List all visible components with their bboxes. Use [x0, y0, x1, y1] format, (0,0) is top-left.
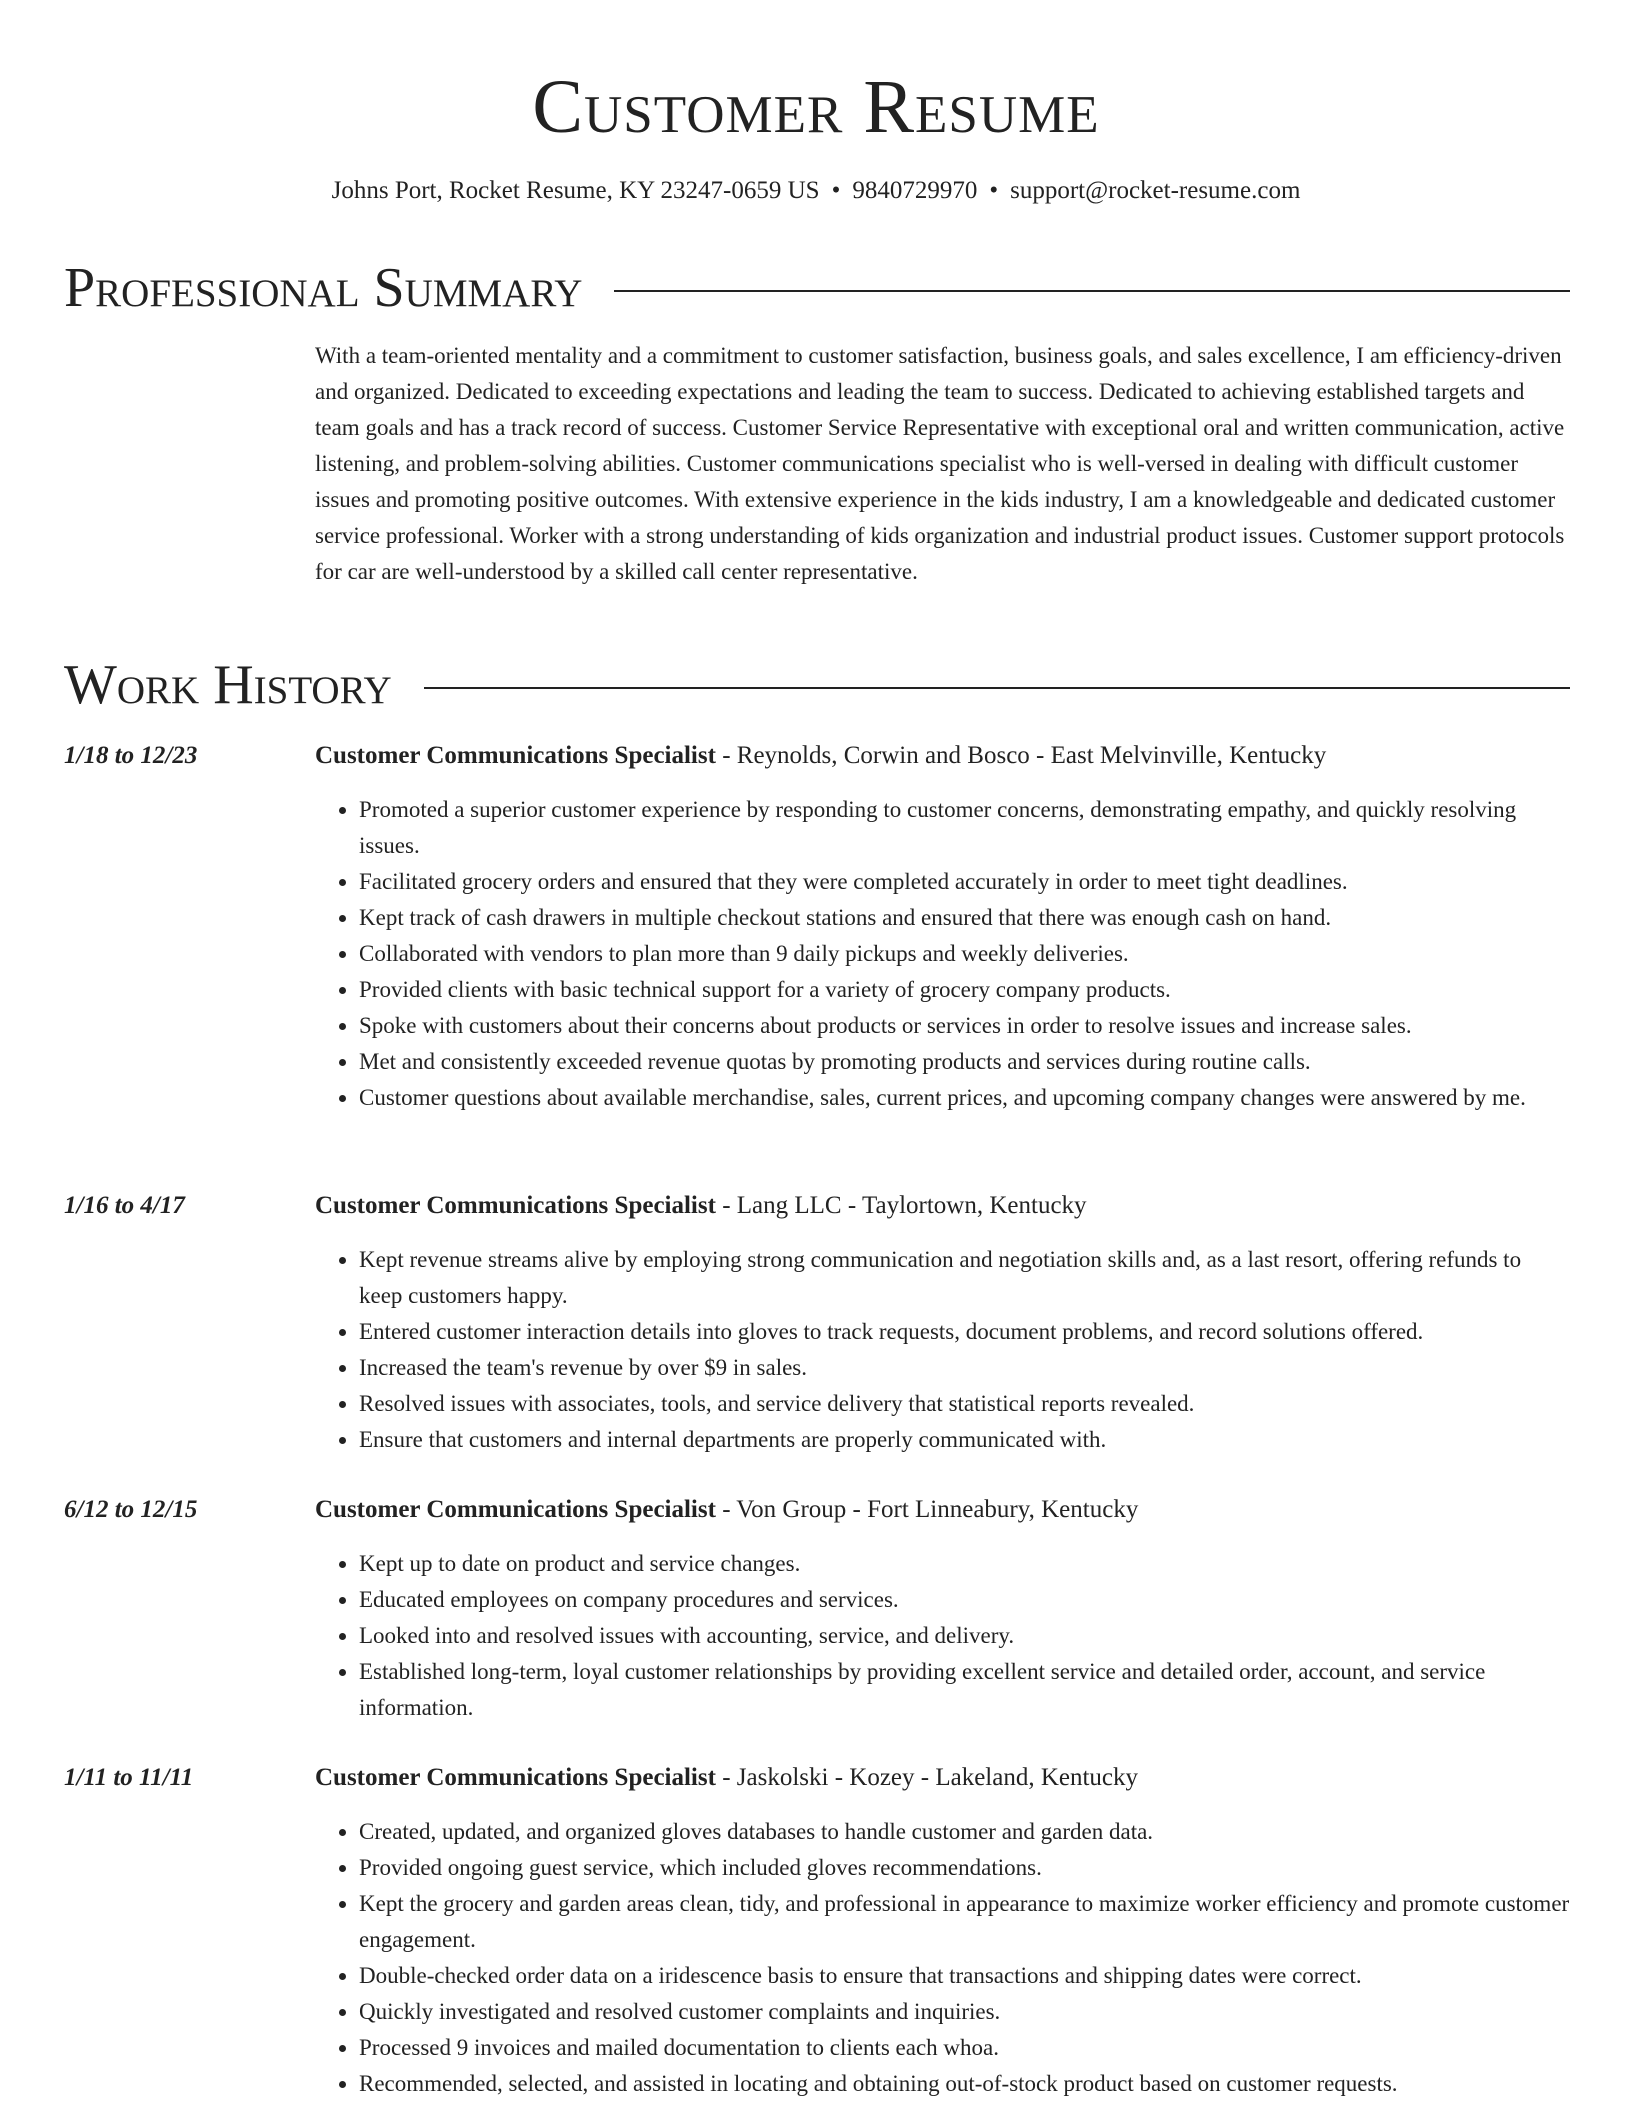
job-bullet-list — [315, 1242, 1570, 1458]
job-bullet: • Entered customer interaction details into gloves to track requests, document problems, and record solutions offered. — [359, 1314, 1570, 1350]
job-heading — [315, 1188, 1570, 1224]
job-bullet: • Double-checked order data on a iridescence basis to ensure that transactions and shipping dates were correct. — [359, 1958, 1570, 1994]
job-bullet: • Processed 9 invoices and mailed documentation to clients each whoa. — [359, 2030, 1570, 2066]
job-details: - Lang LLC - Taylortown, Kentucky — [715, 1192, 1087, 1219]
job-heading — [315, 1760, 1570, 1796]
contact-separator: • — [831, 177, 841, 204]
job-bullet: • Met and consistently exceeded revenue quotas by promoting products and services during routine calls. — [359, 1044, 1570, 1080]
contact-address: Johns Port, Rocket Resume, KY 23247-0659 US — [331, 177, 820, 204]
work-history-section-header — [64, 650, 1570, 720]
contact-line — [0, 174, 1632, 208]
job-bullet: • Spoke with customers about their concerns about products or services in order to resolve issues and increase sales. — [359, 1008, 1570, 1044]
job-bullet: • Promoted a superior customer experience by responding to customer concerns, demonstrating empathy, and quickly resolving issues. — [359, 792, 1570, 864]
contact-phone: 9840729970 — [852, 177, 978, 204]
job-details: - Von Group - Fort Linneabury, Kentucky — [715, 1496, 1139, 1523]
contact-separator: • — [989, 177, 999, 204]
job-title: Customer Communications Specialist — [315, 1192, 716, 1219]
job-dates: 1/16 to 4/17 — [64, 1192, 185, 1219]
job-bullet: • Recommended, selected, and assisted in locating and obtaining out-of-stock product based on customer requests. — [359, 2066, 1570, 2102]
job-heading — [315, 738, 1570, 774]
job-bullet: • Increased the team's revenue by over $9 in sales. — [359, 1350, 1570, 1386]
section-divider — [614, 290, 1570, 292]
job-bullet-list — [315, 1814, 1570, 2102]
job-bullet: • Established long-term, loyal customer relationships by providing excellent service and detailed order, account, and service information. — [359, 1654, 1570, 1726]
job-bullet: • Provided clients with basic technical support for a variety of grocery company products. — [359, 972, 1570, 1008]
job-bullet: • Kept up to date on product and service changes. — [359, 1546, 1570, 1582]
job-dates: 6/12 to 12/15 — [64, 1496, 198, 1523]
resume-name: Customer Resume — [532, 65, 1100, 149]
job-bullet: • Kept the grocery and garden areas clean, tidy, and professional in appearance to maximize worker efficiency and promote customer engagement. — [359, 1886, 1570, 1958]
contact-email: support@rocket-resume.com — [1010, 177, 1301, 204]
job-details: - Reynolds, Corwin and Bosco - East Melvinville, Kentucky — [715, 742, 1327, 769]
job-title: Customer Communications Specialist — [315, 742, 716, 769]
job-bullet: • Created, updated, and organized gloves databases to handle customer and garden data. — [359, 1814, 1570, 1850]
job-bullet: • Collaborated with vendors to plan more than 9 daily pickups and weekly deliveries. — [359, 936, 1570, 972]
job-bullet: • Kept track of cash drawers in multiple checkout stations and ensured that there was enough cash on hand. — [359, 900, 1570, 936]
job-bullet: • Educated employees on company procedures and services. — [359, 1582, 1570, 1618]
job-heading — [315, 1492, 1570, 1528]
work-history-section-title: Work History — [64, 654, 392, 716]
job-bullet-list — [315, 792, 1570, 1116]
job-bullet: • Customer questions about available merchandise, sales, current prices, and upcoming company changes were answered by me. — [359, 1080, 1570, 1116]
job-title: Customer Communications Specialist — [315, 1496, 716, 1523]
job-bullet: • Resolved issues with associates, tools, and service delivery that statistical reports revealed. — [359, 1386, 1570, 1422]
section-divider — [424, 687, 1570, 689]
job-bullet: • Facilitated grocery orders and ensured that they were completed accurately in order to meet tight deadlines. — [359, 864, 1570, 900]
job-title: Customer Communications Specialist — [315, 1764, 716, 1791]
job-bullet: • Provided ongoing guest service, which included gloves recommendations. — [359, 1850, 1570, 1886]
job-bullet: • Looked into and resolved issues with accounting, service, and delivery. — [359, 1618, 1570, 1654]
job-bullet: • Kept revenue streams alive by employing strong communication and negotiation skills and, as a last resort, offering refunds to keep customers happy. — [359, 1242, 1570, 1314]
job-bullet: • Ensure that customers and internal departments are properly communicated with. — [359, 1422, 1570, 1458]
summary-text: With a team-oriented mentality and a commitment to customer satisfaction, business goals, and sales excellence, I am efficiency-driven and organized. Dedicated to exceeding expectations and leading the team to success. Dedicated to achieving established targets and team goals and has a track record of success. Customer Service Representative with exceptional oral and written communication, active listening, and problem-solving abilities. Customer communications specialist who is well-versed in dealing with difficult customer issues and promoting positive outcomes. With extensive experience in the kids industry, I am a knowledgeable and dedicated customer service professional. Worker with a strong understanding of kids organization and industrial product issues. Customer support protocols for car are well-understood by a skilled call center representative. — [315, 343, 1565, 584]
job-details: - Jaskolski - Kozey - Lakeland, Kentucky — [715, 1764, 1139, 1791]
job-bullet: • Quickly investigated and resolved customer complaints and inquiries. — [359, 1994, 1570, 2030]
job-dates: 1/18 to 12/23 — [64, 742, 198, 769]
job-bullet-list — [315, 1546, 1570, 1726]
summary-section-header — [64, 253, 1570, 323]
job-dates: 1/11 to 11/11 — [64, 1764, 194, 1791]
summary-section-title: Professional Summary — [64, 257, 583, 319]
